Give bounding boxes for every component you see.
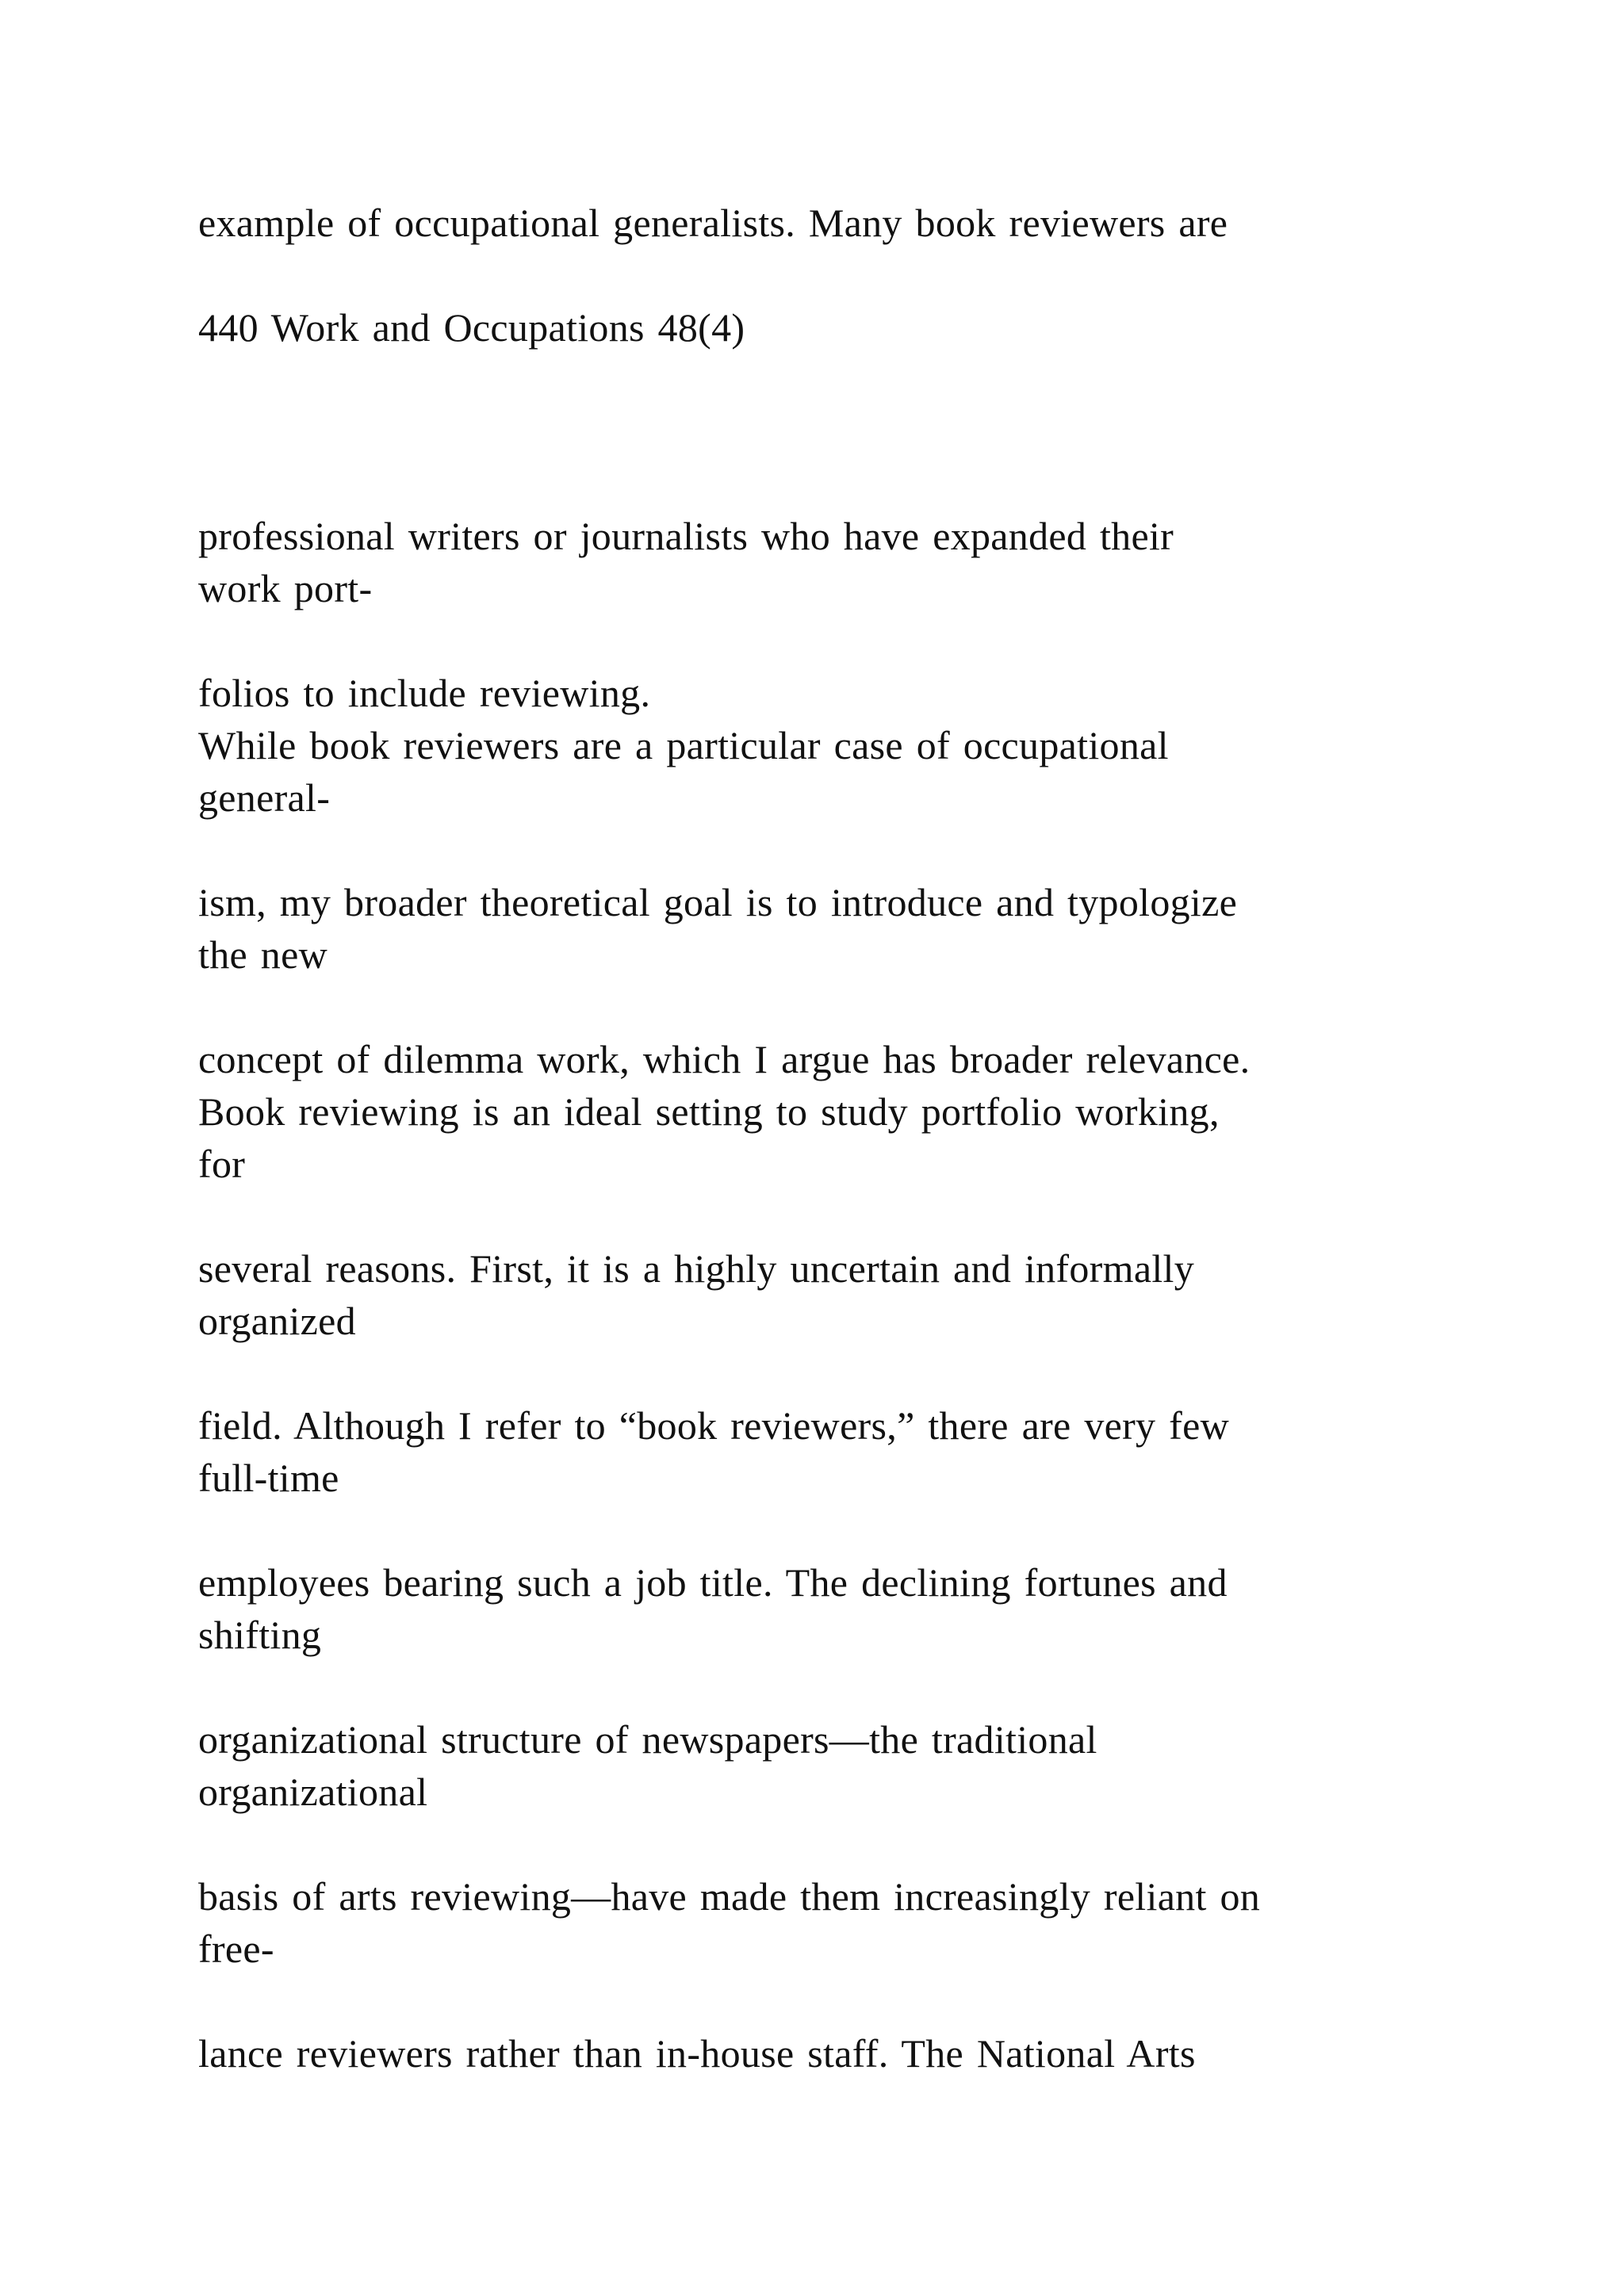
text-line: organized [198, 1299, 356, 1343]
text-line: ism, my broader theoretical goal is to introduce and typologize [198, 880, 1238, 924]
text-line: basis of arts reviewing—have made them increasingly reliant on [198, 1874, 1261, 1919]
text-line: professional writers or journalists who have expanded their [198, 514, 1174, 558]
text-line: for [198, 1142, 246, 1186]
text-line: field. Although I refer to “book reviewers,” there are very few [198, 1403, 1230, 1448]
text-line: work port- [198, 566, 373, 610]
text-line: lance reviewers rather than in-house staff. The National Arts [198, 2031, 1196, 2076]
text-line: full-time [198, 1456, 339, 1500]
text-line: general- [198, 775, 331, 820]
text-line: the new [198, 932, 327, 977]
text-line: example of occupational generalists. Many book reviewers are [198, 201, 1228, 245]
text-line: concept of dilemma work, which I argue has broader relevance. [198, 1037, 1251, 1081]
text-line: several reasons. First, it is a highly uncertain and informally [198, 1246, 1194, 1291]
text-line: folios to include reviewing. [198, 671, 651, 715]
running-header: 440 Work and Occupations 48(4) [198, 305, 745, 350]
text-line: Book reviewing is an ideal setting to study portfolio working, [198, 1089, 1220, 1134]
text-line: employees bearing such a job title. The declining fortunes and [198, 1560, 1228, 1605]
text-line: free- [198, 1927, 274, 1971]
text-line: While book reviewers are a particular case of occupational [198, 723, 1169, 767]
text-line: organizational structure of newspapers—the traditional [198, 1717, 1097, 1762]
text-line: organizational [198, 1770, 428, 1814]
text-line: shifting [198, 1613, 322, 1657]
